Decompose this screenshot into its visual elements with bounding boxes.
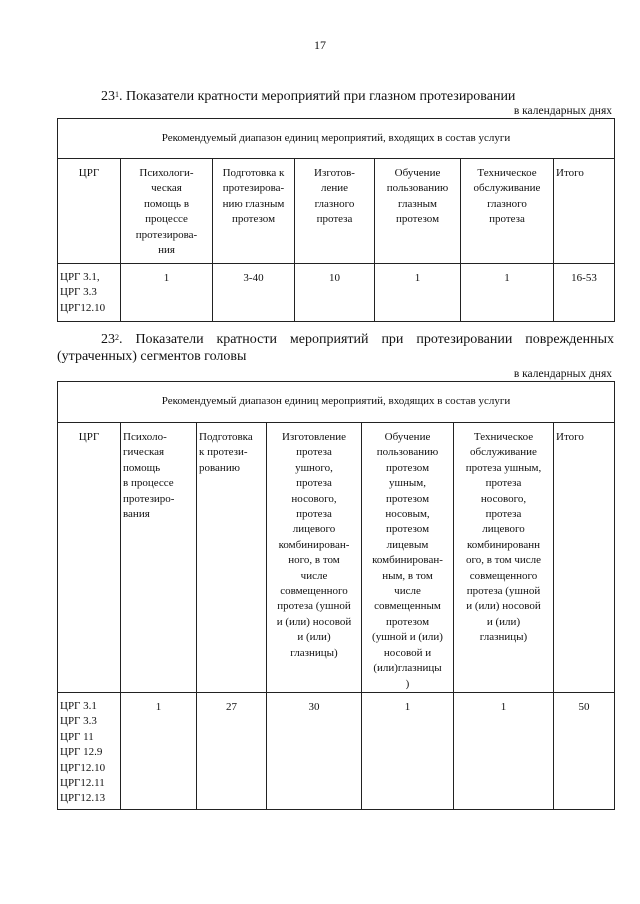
table1 [57, 118, 615, 322]
table1-title [101, 88, 621, 105]
table2-data-row [58, 692, 615, 809]
table2-value-training: 1 [362, 692, 454, 809]
table1-header-prep: Подготовка к протезирова- нию глазным протезом [213, 159, 295, 264]
table1-data-row [58, 264, 615, 322]
table2-title-text: . Показатели кратности мероприятий при протезировании поврежденных (утраченных) сегментов головы [57, 332, 614, 364]
table1-header-training: Обучение пользованию глазным протезом [375, 159, 461, 264]
table1-value-psych: 1 [121, 264, 213, 322]
table1-value-training: 1 [375, 264, 461, 322]
table2-header-manufacture: Изготовление протеза ушного, протеза носового, протеза лицевого комбинирован- ного, в том числе совмещенного протеза (ушной и (или) носовой и (или) глазницы) [267, 423, 362, 693]
table1-header-psych: Психологи- ческая помощь в процессе протезирова- ния [121, 159, 213, 264]
table2-header-prep: Подготовка к протези- рованию [197, 423, 267, 693]
table1-header-manufacture: Изготов- ление глазного протеза [295, 159, 375, 264]
table1-header-total: Итого [554, 159, 615, 264]
table2-title-prefix: 23 [101, 332, 115, 347]
table2-title-superscript: 2 [115, 333, 119, 342]
page-number: 17 [314, 38, 326, 52]
table2-caption-row [58, 382, 615, 423]
table1-value-total: 16-53 [554, 264, 615, 322]
table2-value-psych: 1 [121, 692, 197, 809]
table2-header-maintenance: Техническое обслуживание протеза ушным, протеза носового, протеза лицевого комбинированн ого, в том числе совмещенного протеза (ушной и (или) носовой и (или) глазницы) [454, 423, 554, 693]
table2-crg-codes: ЦРГ 3.1 ЦРГ 3.3 ЦРГ 11 ЦРГ 12.9 ЦРГ12.10 ЦРГ12.11 ЦРГ12.13 [58, 692, 121, 809]
table2-value-prep: 27 [197, 692, 267, 809]
table2-value-total: 50 [554, 692, 615, 809]
table2-header-crg: ЦРГ [58, 423, 121, 693]
table1-title-prefix: 23 [101, 89, 115, 104]
table1-header-crg: ЦРГ [58, 159, 121, 264]
table2 [57, 381, 615, 810]
table1-header-row [58, 159, 615, 264]
table1-value-prep: 3-40 [213, 264, 295, 322]
table1-caption: Рекомендуемый диапазон единиц мероприятий, входящих в состав услуги [58, 119, 615, 159]
table2-unit-note: в календарных днях [513, 368, 612, 380]
table2-header-row [58, 423, 615, 693]
table1-value-maintenance: 1 [461, 264, 554, 322]
table2-value-maintenance: 1 [454, 692, 554, 809]
table1-title-superscript: 1 [115, 90, 119, 99]
table1-caption-row [58, 119, 615, 159]
table2-header-psych: Психоло- гическая помощь в процессе протезиро- вания [121, 423, 197, 693]
table1-value-manufacture: 10 [295, 264, 375, 322]
table1-header-maintenance: Техническое обслуживание глазного протеза [461, 159, 554, 264]
table2-header-training: Обучение пользованию протезом ушным, протезом носовым, протезом лицевым комбинирован- ным, в том числе совмещенным протезом (ушной и (или) носовой и (или)глазницы ) [362, 423, 454, 693]
table2-header-total: Итого [554, 423, 615, 693]
table1-title-text: . Показатели кратности мероприятий при глазном протезировании [119, 89, 516, 104]
table2-value-manufacture: 30 [267, 692, 362, 809]
table2-caption: Рекомендуемый диапазон единиц мероприятий, входящих в состав услуги [58, 382, 615, 423]
table2-title [57, 331, 614, 365]
table1-crg-codes: ЦРГ 3.1, ЦРГ 3.3 ЦРГ12.10 [58, 264, 121, 322]
table1-unit-note: в календарных днях [513, 105, 612, 117]
